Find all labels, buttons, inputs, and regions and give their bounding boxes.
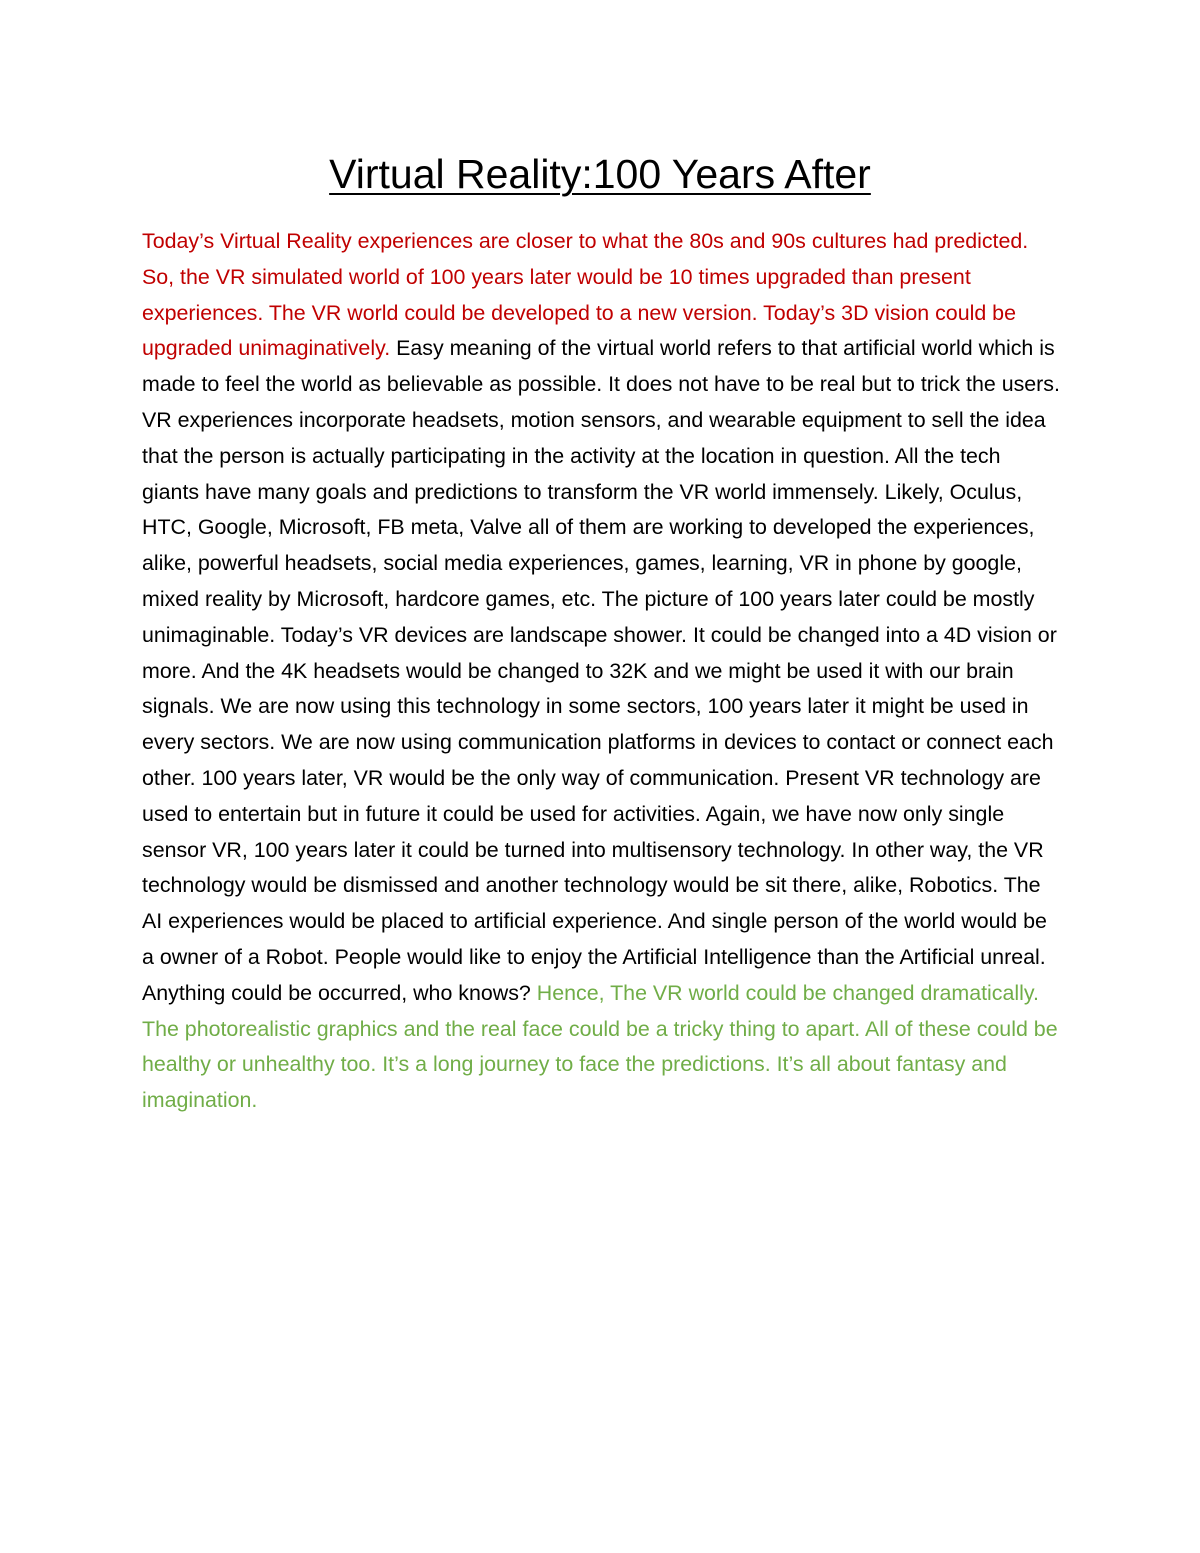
body-paragraph <box>142 224 1062 1119</box>
intro-segment: Today’s Virtual Reality experiences are closer to what the 80s and 90s cultures had predicted. So, the VR simulated world of 100 years later would be 10 times upgraded than present experiences. The VR world could be developed to a new version. Today’s 3D vision could be upgraded unimaginatively. <box>142 229 1029 361</box>
document-title: Virtual Reality:100 Years After <box>329 151 871 197</box>
conclusion-segment: Hence, The VR world could be changed dramatically. The photorealistic graphics and the real face could be a tricky thing to apart. All of these could be healthy or unhealthy too. It’s a long journey to face the predictions. It’s all about fantasy and imagination. <box>142 980 1058 1113</box>
body-segment: Easy meaning of the virtual world refers to that artificial world which is made to feel the world as believable as possible. It does not have to be real but to trick the users. VR experiences incorporate headsets, motion sensors, and wearable equipment to sell the idea that the person is actually participating in the activity at the location in question. All the tech giants have many goals and predictions to transform the VR world immensely. Likely, Oculus, HTC, Google, Microsoft, FB meta, Valve all of them are working to developed the experiences, alike, powerful headsets, social media experiences, games, learning, VR in phone by google, mixed reality by Microsoft, hardcore games, etc. The picture of 100 years later could be mostly unimaginable. Today’s VR devices are landscape shower. It could be changed into a 4D vision or more. And the 4K headsets would be changed to 32K and we might be used it with our brain signals. We are now using this technology in some sectors, 100 years later it might be used in every sectors. We are now using communication platforms in devices to contact or connect each other. 100 years later, VR would be the only way of communication. Present VR technology are used to entertain but in future it could be used for activities. Again, we have now only single sensor VR, 100 years later it could be turned into multisensory technology. In other way, the VR technology would be dismissed and another technology would be sit there, alike, Robotics. The AI experiences would be placed to artificial experience. And single person of the world would be a owner of a Robot. People would like to enjoy the Artificial Intelligence than the Artificial unreal. Anything could be occurred, who knows? <box>142 336 1060 1005</box>
